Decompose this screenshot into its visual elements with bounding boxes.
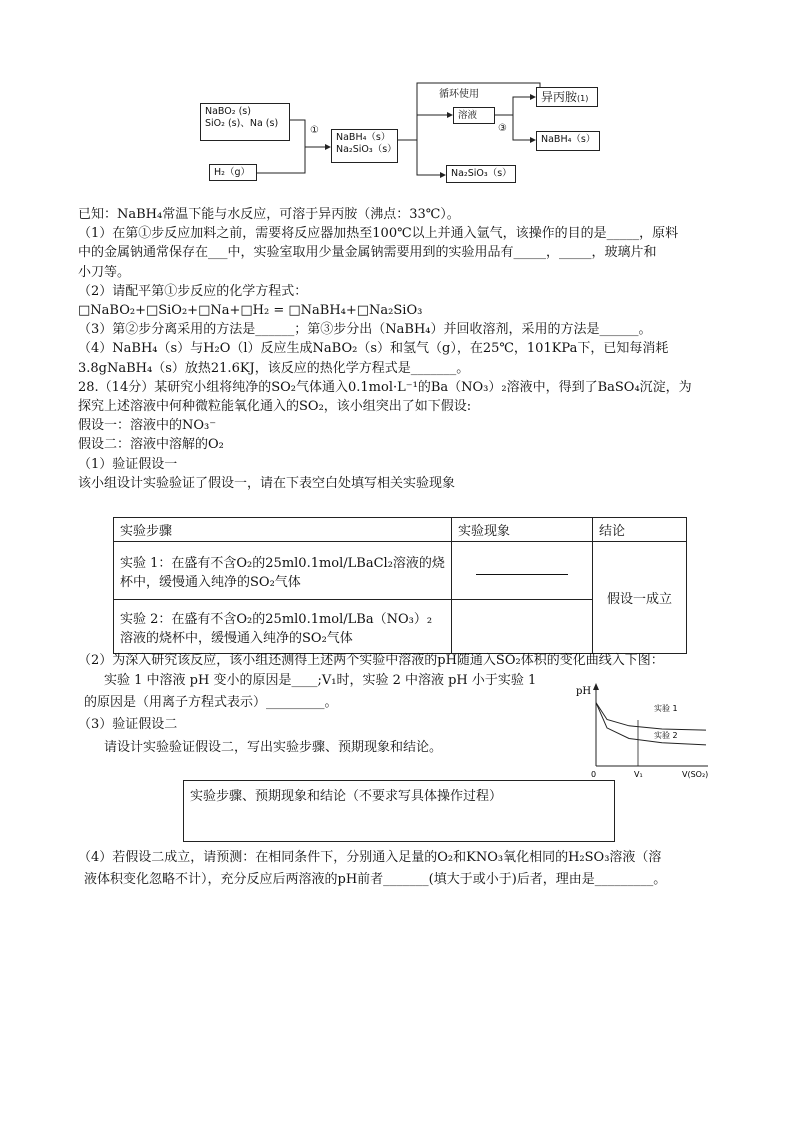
step-1-label: ①	[310, 125, 319, 136]
answer-blank[interactable]	[476, 562, 568, 575]
verify-2-line-a: （2）为深入研究该反应，该小组还测得上述两个实验中溶液的pH随通入SO₂体积的变化曲线入下图：	[78, 653, 664, 668]
row1-phenomenon-blank[interactable]	[452, 542, 593, 600]
header-steps: 实验步骤	[114, 518, 452, 542]
raw-line-1: NaBO₂ (s)	[205, 106, 251, 117]
q28-line-b: 探究上述溶液中何种微粒能氧化通入的SO₂，该小组突出了如下假设:	[78, 399, 472, 415]
h2-box: H₂（g）	[209, 164, 257, 181]
isopropylamine-box	[536, 87, 598, 107]
amine-note: (1)	[577, 94, 589, 103]
series-line-experiment-2	[596, 703, 706, 745]
solution-box: 溶液	[453, 107, 495, 124]
ph-chart-svg	[576, 680, 712, 780]
verify-1-desc: 该小组设计实验验证了假设一，请在下表空白处填写相关实验现象	[78, 475, 456, 491]
ph-chart	[576, 680, 712, 780]
row1-step: 实验 1：在盛有不含O₂的25ml0.1mol/LBaCl₂溶液的烧杯中，缓慢通入纯净的SO₂气体	[114, 542, 452, 600]
row2-step: 实验 2：在盛有不含O₂的25ml0.1mol/LBa（NO₃）₂溶液的烧杯中，缓慢通入纯净的SO₂气体	[114, 600, 452, 654]
intermediate-box	[331, 129, 398, 163]
answer-box[interactable]	[183, 780, 615, 842]
question-text-block	[78, 205, 728, 493]
verify-4-line-a: （4）若假设二成立，请预测：在相同条件下，分别通入足量的O₂和KNO₃氧化相同的H₂SO₃溶液（溶	[78, 850, 662, 865]
hypothesis-1: 假设一：溶液中的NO₃⁻	[78, 418, 217, 434]
experiment-table	[113, 517, 687, 654]
conclusion-cell: 假设一成立	[593, 542, 687, 654]
na2sio3-box: Na₂SiO₃（s）	[446, 165, 516, 183]
mid-line-1: NaBH₄（s）	[336, 132, 391, 143]
q1-line-b: 中的金属钠通常保存在___中，实验室取用少量金属钠需要用到的实验用品有_____，_____，玻璃片和	[78, 245, 657, 261]
q2-line-a: （2）请配平第①步反应的化学方程式：	[78, 283, 308, 299]
row2-phenomenon-empty[interactable]	[452, 600, 593, 654]
verify-1-heading: （1）验证假设一	[78, 456, 178, 472]
raw-line-2: SiO₂ (s)、Na (s)	[205, 118, 279, 129]
raw-materials-box	[200, 103, 290, 141]
y-axis-label: pH	[576, 686, 592, 697]
series-line-experiment-1	[596, 703, 706, 731]
verify-4-line-b: 液体积变化忽略不计），充分反应后两溶液的pH前者_______(填大于或小于)后者，理由是_________。	[84, 872, 667, 887]
process-flowchart	[195, 75, 625, 190]
q1-line-a: （1）在第①步反应加料之前，需要将反应器加热至100℃以上并通入氩气，该操作的目的是_____，原料	[78, 226, 679, 242]
x-axis-label: V(SO₂)	[682, 770, 709, 779]
header-phenomenon: 实验现象	[452, 518, 593, 542]
header-conclusion: 结论	[593, 518, 687, 542]
q1-line-c: 小刀等。	[78, 264, 131, 280]
y-axis-arrow	[593, 683, 599, 690]
q4-line-a: （4）NaBH₄（s）与H₂O（l）反应生成NaBO₂（s）和氢气（g），在25℃，101KPa下，已知每消耗	[78, 341, 669, 357]
x-tick-v1: V₁	[634, 770, 643, 779]
verify-3-desc: 请设计实验验证假设二，写出实验步骤、预期现象和结论。	[104, 740, 443, 755]
recycle-label: 循环使用	[439, 89, 479, 100]
table-header-row	[114, 518, 687, 542]
legend-experiment-1: 实验 1	[654, 704, 678, 713]
verify-2-line-c: 的原因是（用离子方程式表示）_________。	[84, 695, 338, 710]
known-line: 已知：NaBH₄常温下能与水反应，可溶于异丙胺（沸点：33℃）。	[78, 207, 460, 222]
q4-line-b: 3.8gNaBH₄（s）放热21.6KJ，该反应的热化学方程式是_______。	[78, 360, 470, 376]
nabh4-box: NaBH₄（s）	[536, 131, 600, 151]
x-tick-0: 0	[591, 770, 597, 779]
answer-box-label: 实验步骤、预期现象和结论（不要求写具体操作过程）	[190, 789, 503, 804]
hypothesis-2: 假设二：溶液中溶解的O₂	[78, 437, 224, 453]
q3-line: （3）第②步分离采用的方法是______；第③步分出（NaBH₄）并回收溶剂，采用的方法是______。	[78, 322, 652, 338]
q2-equation: □NaBO₂+□SiO₂+□Na+□H₂ = □NaBH₄+□Na₂SiO₃	[78, 303, 423, 319]
mid-line-2: Na₂SiO₃（s）	[336, 144, 397, 155]
verify-2-line-b: 实验 1 中溶液 pH 变小的原因是____;V₁时，实验 2 中溶液 pH 小于实验 1	[104, 673, 537, 688]
amine-label: 异丙胺	[541, 90, 578, 104]
table-row	[114, 542, 687, 600]
verify-3-heading: （3）验证假设二	[78, 717, 178, 732]
q28-line-a: 28.（14分）某研究小组将纯净的SO₂气体通入0.1mol·L⁻¹的Ba（NO₃）₂溶液中，得到了BaSO₄沉淀，为	[78, 379, 692, 395]
step-3-label: ③	[498, 123, 507, 134]
legend-experiment-2: 实验 2	[654, 731, 678, 740]
